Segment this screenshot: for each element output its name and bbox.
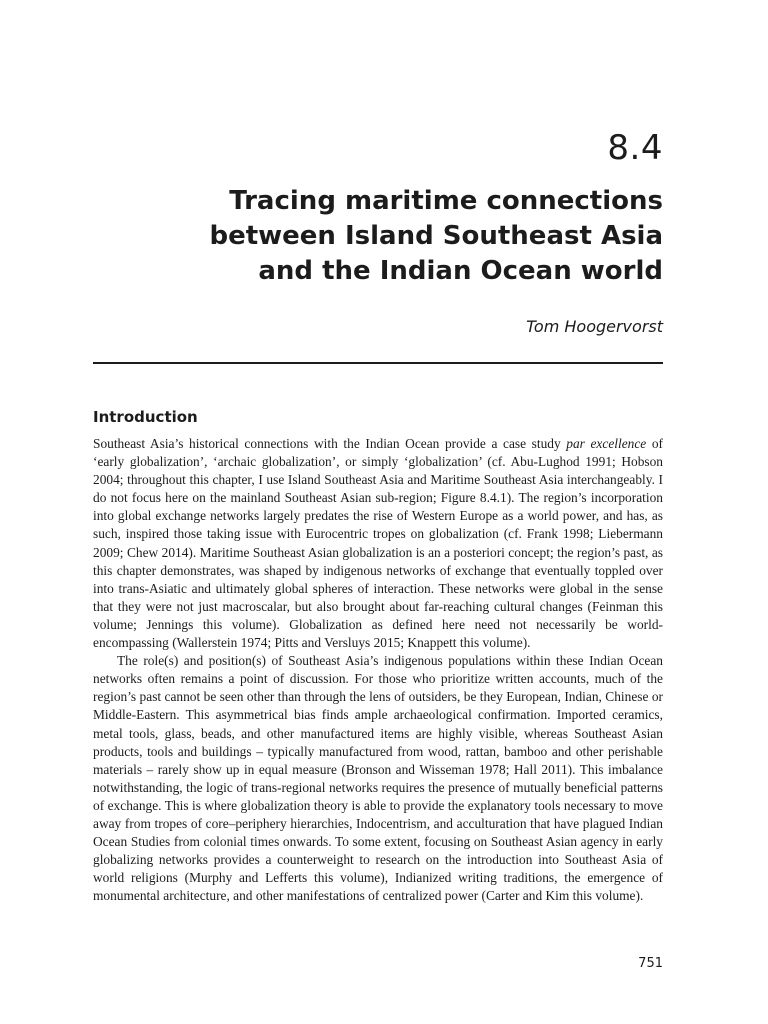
- chapter-title: [103, 184, 663, 289]
- chapter-title-line: between Island Southeast Asia: [209, 221, 663, 251]
- paragraph: The role(s) and position(s) of Southeast Asia’s indigenous populations within these Indian Ocean networks often remains a point of discussion. For those who prioritize written accounts, much of the region’s past cannot be seen other than through the lens of outsiders, be they European, Indian, Chinese or Middle-Eastern. This asymmetrical bias finds ample archaeological confirmation. Imported ceramics, metal tools, glass, beads, and other manufactured items are highly visible, whereas Southeast Asian products, tools and buildings – typically manufactured from wood, rattan, bamboo and other perishable materials – rarely show up in equal measure (Bronson and Wisseman 1978; Hall 2011). This imbalance notwithstanding, the logic of trans-regional networks requires the presence of mutually beneficial patterns of exchange. This is where globalization theory is able to provide the explanatory tools necessary to move away from tropes of core–periphery hierarchies, Indocentrism, and acculturation that have plagued Indian Ocean Studies from colonial times onwards. To some extent, focusing on Southeast Asian agency in early globalizing networks provides a counterweight to research on the introduction into Southeast Asia of world religions (Murphy and Lefferts this volume), Indianized writing traditions, the emergence of monumental architecture, and other manifestations of centralized power (Carter and Kim this volume).: [93, 653, 663, 904]
- author-name: Tom Hoogervorst: [526, 317, 663, 336]
- body-text: [93, 435, 663, 905]
- paragraph: [93, 435, 663, 652]
- chapter-title-line: and the Indian Ocean world: [258, 256, 663, 286]
- page-number: 751: [638, 956, 663, 971]
- chapter-title-line: Tracing maritime connections: [229, 186, 663, 216]
- paragraph-text: Southeast Asia’s historical connections with the Indian Ocean provide a case study: [93, 436, 567, 451]
- section-heading: Introduction: [93, 408, 198, 426]
- title-divider: [93, 362, 663, 364]
- emphasis-text: par excellence: [566, 436, 647, 451]
- paragraph-text: of ‘early globalization’, ‘archaic globalization’, or simply ‘globalization’ (cf. Abu-Lughod 1991; Hobson 2004; throughout this chapter, I use Island Southeast Asia and Maritime Southeast Asia interchangeably. I do not focus here on the mainland Southeast Asian sub-region; Figure 8.4.1). The region’s incorporation into global exchange networks largely predates the rise of Western Europe as a world power, and has, as such, inspired those taking issue with Eurocentric tropes on globalization (cf. Frank 1998; Liebermann 2009; Chew 2014). Maritime Southeast Asian globalization is an a posteriori concept; the region’s past, as this chapter demonstrates, was shaped by indigenous networks of exchange that eventually toppled over into trans-Asiatic and ultimately global spheres of interaction. These networks were global in the sense that they were not just macroscalar, but also brought about far-reaching cultural changes (Feinman this volume; Jennings this volume). Globalization as defined here need not necessarily be world-encompassing (Wallerstein 1974; Pitts and Versluys 2015; Knappett this volume).: [93, 436, 663, 651]
- chapter-number: 8.4: [607, 128, 663, 168]
